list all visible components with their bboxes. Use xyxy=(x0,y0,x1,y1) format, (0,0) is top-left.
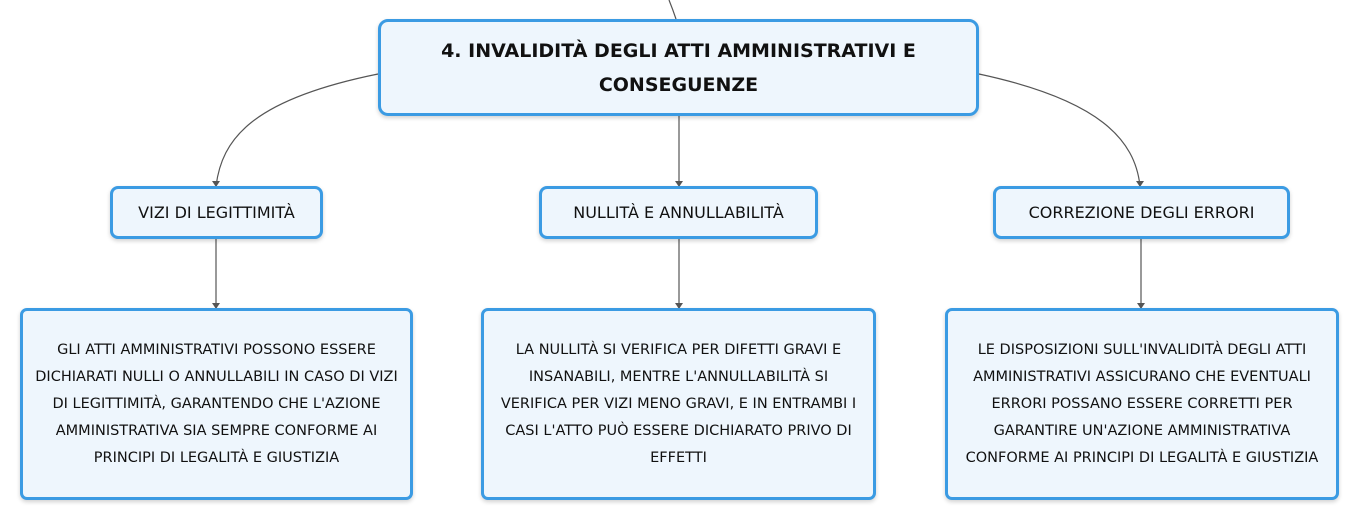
detail-correzione-degli-errori[interactable] xyxy=(945,308,1339,500)
detail-nullita-e-annullabilita[interactable] xyxy=(481,308,876,500)
connector-root-to-branch-1 xyxy=(216,74,378,186)
connector-root-to-branch-3 xyxy=(979,74,1140,186)
root-topic-title: 4. INVALIDITÀ DEGLI ATTI AMMINISTRATIVI E CONSEGUENZE xyxy=(441,39,916,96)
branch-label: NULLITÀ E ANNULLABILITÀ xyxy=(573,203,784,222)
connector-parent-to-root xyxy=(669,0,676,19)
detail-text: LE DISPOSIZIONI SULL'INVALIDITÀ DEGLI ATTI AMMINISTRATIVI ASSICURANO CHE EVENTUALI ERRORI POSSANO ESSERE CORRETTI PER GARANTIRE UN'AZIONE AMMINISTRATIVA CONFORME AI PRINCIPI DI LEGALITÀ E GIUSTIZIA xyxy=(965,341,1319,466)
branch-label: VIZI DI LEGITTIMITÀ xyxy=(138,203,295,222)
detail-text: LA NULLITÀ SI VERIFICA PER DIFETTI GRAVI E INSANABILI, MENTRE L'ANNULLABILITÀ SI VERIFICA PER VIZI MENO GRAVI, E IN ENTRAMBI I CASI L'ATTO PUÒ ESSERE DICHIARATO PRIVO DI EFFETTI xyxy=(500,341,857,466)
branch-correzione-degli-errori[interactable] xyxy=(993,186,1290,239)
detail-vizi-di-legittimita[interactable] xyxy=(20,308,413,500)
branch-nullita-e-annullabilita[interactable] xyxy=(539,186,818,239)
detail-text: GLI ATTI AMMINISTRATIVI POSSONO ESSERE DICHIARATI NULLI O ANNULLABILI IN CASO DI VIZI DI LEGITTIMITÀ, GARANTENDO CHE L'AZIONE AMMINISTRATIVA SIA SEMPRE CONFORME AI PRINCIPI DI LEGALITÀ E GIUSTIZIA xyxy=(35,341,398,466)
branch-label: CORREZIONE DEGLI ERRORI xyxy=(1028,203,1255,222)
root-topic[interactable] xyxy=(378,19,979,116)
branch-vizi-di-legittimita[interactable] xyxy=(110,186,323,239)
